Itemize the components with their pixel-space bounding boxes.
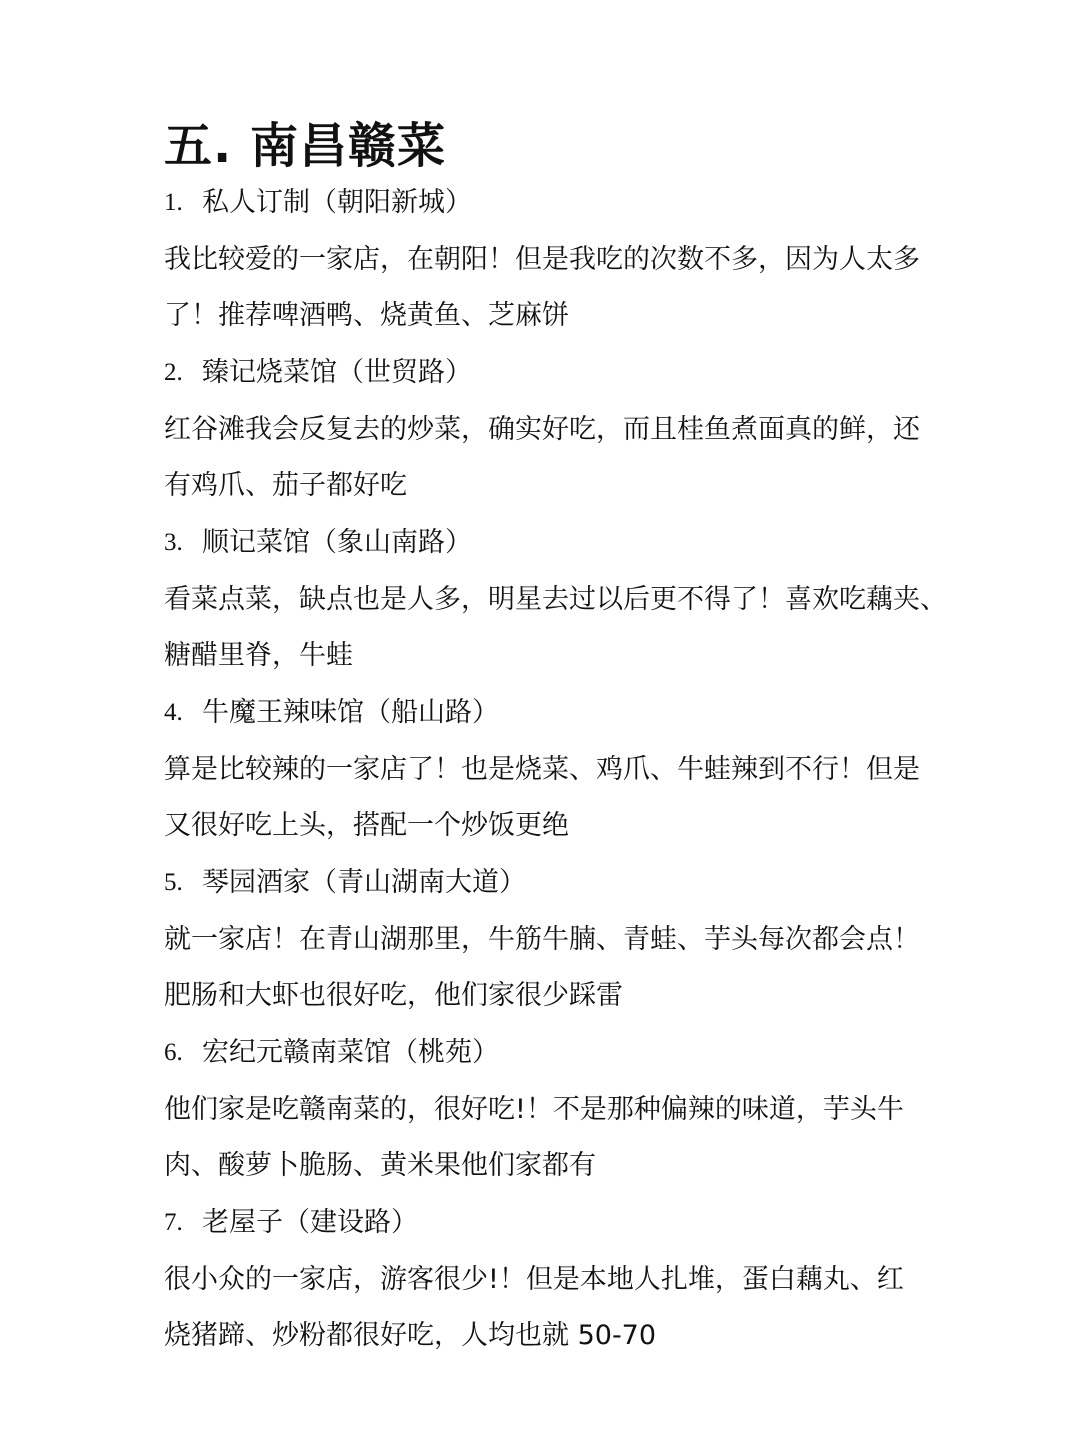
entry-text-line: 很小众的一家店，游客很少!！但是本地人扎堆，蛋白藕丸、红 [164, 1264, 904, 1295]
article-page [164, 0, 947, 1440]
restaurant-name: 私人订制（朝阳新城） [202, 187, 472, 218]
entry-text-line: 有鸡爪、茄子都好吃 [164, 470, 407, 501]
restaurant-name: 琴园酒家（青山湖南大道） [202, 867, 526, 898]
restaurant-name: 宏纪元赣南菜馆（桃苑） [202, 1037, 499, 1068]
entry-number: 3. [164, 529, 183, 556]
entry-heading [164, 863, 526, 903]
restaurant-name: 顺记菜馆（象山南路） [202, 527, 472, 558]
entry-heading [164, 1203, 418, 1243]
entry-text-line: 算是比较辣的一家店了！也是烧菜、鸡爪、牛蛙辣到不行！但是 [164, 754, 920, 785]
entry-text-line: 了！推荐啤酒鸭、烧黄鱼、芝麻饼 [164, 300, 569, 331]
entry-number: 6. [164, 1039, 183, 1066]
entry-text-line: 就一家店！在青山湖那里，牛筋牛腩、青蛙、芋头每次都会点！ [164, 924, 920, 955]
restaurant-name: 臻记烧菜馆（世贸路） [202, 357, 472, 388]
restaurant-name: 牛魔王辣味馆（船山路） [202, 697, 499, 728]
entry-text-line: 肉、酸萝卜脆肠、黄米果他们家都有 [164, 1150, 596, 1181]
entry-text-line: 红谷滩我会反复去的炒菜，确实好吃，而且桂鱼煮面真的鲜，还 [164, 414, 920, 445]
entry-heading [164, 353, 472, 393]
entry-number: 2. [164, 359, 183, 386]
entry-text-line: 又很好吃上头，搭配一个炒饭更绝 [164, 810, 569, 841]
entry-heading [164, 1033, 499, 1073]
entry-text-line: 糖醋里脊，牛蛙 [164, 640, 353, 671]
entry-number: 7. [164, 1209, 183, 1236]
entry-number: 5. [164, 869, 183, 896]
entry-text-line: 肥肠和大虾也很好吃，他们家很少踩雷 [164, 980, 623, 1011]
restaurant-name: 老屋子（建设路） [202, 1207, 418, 1238]
entry-text-line: 我比较爱的一家店，在朝阳！但是我吃的次数不多，因为人太多 [164, 244, 920, 275]
entry-heading [164, 523, 472, 563]
entry-heading [164, 183, 472, 223]
entry-text-line: 烧猪蹄、炒粉都很好吃，人均也就 50-70 [164, 1320, 657, 1351]
entry-text-line: 看菜点菜，缺点也是人多，明星去过以后更不得了！喜欢吃藕夹、 [164, 584, 947, 615]
entry-number: 4. [164, 699, 183, 726]
entry-heading [164, 693, 499, 733]
entry-number: 1. [164, 189, 183, 216]
page-title: 五. 南昌赣菜 [164, 118, 446, 174]
entry-text-line: 他们家是吃赣南菜的，很好吃!！不是那种偏辣的味道，芋头牛 [164, 1094, 904, 1125]
